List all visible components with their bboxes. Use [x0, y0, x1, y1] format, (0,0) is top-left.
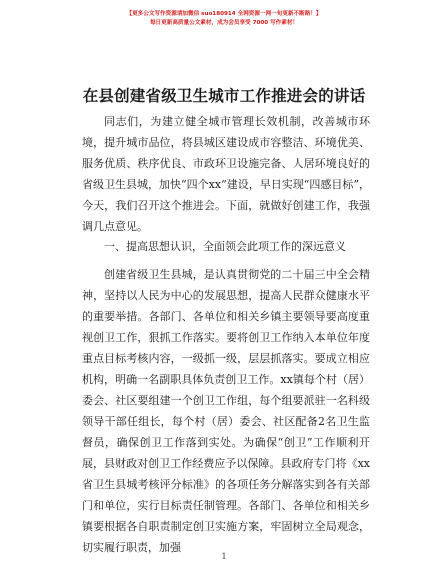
document-title: 在县创建省级卫生城市工作推进会的讲话 [82, 87, 366, 105]
page-number: 1 [221, 552, 227, 561]
section-heading: 一、提高思想认识，全面领会此项工作的深远意义 [104, 240, 346, 253]
body-paragraph: 创建省级卫生县城，是认真贯彻党的二十届三中全会精神，坚持以人民为中心的发展思想，提高人民群众健康水平的重要举措。各部门、各单位和相关乡镇主要领导要高度重视创卫工作，狠抓工作落实。要将创卫工作纳入本单位年度重点目标考核内容，一级抓一级，层层抓落实。要成立相应机构，明确一名副职具体负责创卫工作。xx镇每个村（居）委会、社区要组建一个创卫工作组，每个组要派驻一名科级领导干部任组长，每个村（居）委会、社区配备2名卫生监督员，确保创卫工作落到实处。为确保“创卫”工作顺利开展，县财政对创卫工作经费应予以保障。县政府专门将《xx省卫生县城考核评分标准》的各项任务分解落实到各有关部门和单位，实行目标责任制管理。各部门、各单位和相关乡镇要根据各自职责制定创卫实施方案，牢固树立全局观念，切实履行职责，加强 [82, 268, 370, 554]
promo-banner-line-1: 【更多公文写作资源请加微信 suo180914 全网资源一网一旬更新不断路！】 [126, 11, 322, 17]
promo-banner-line-2: 每日更新高质量公文素材，成为会员享受 7000 写作素材！ [149, 20, 299, 26]
intro-paragraph: 同志们，为建立健全城市管理长效机制，改善城市环境，提升城市品位，将县城区建设成市容整洁、环境优美、服务优质、秩序优良、市政环卫设施完备、人居环境良好的省级卫生县城，加快“四个xx”建设，早日实现“四感目标”，今天，我们召开这个推进会。下面，就做好创建工作，我强调几点意见。 [82, 115, 370, 233]
